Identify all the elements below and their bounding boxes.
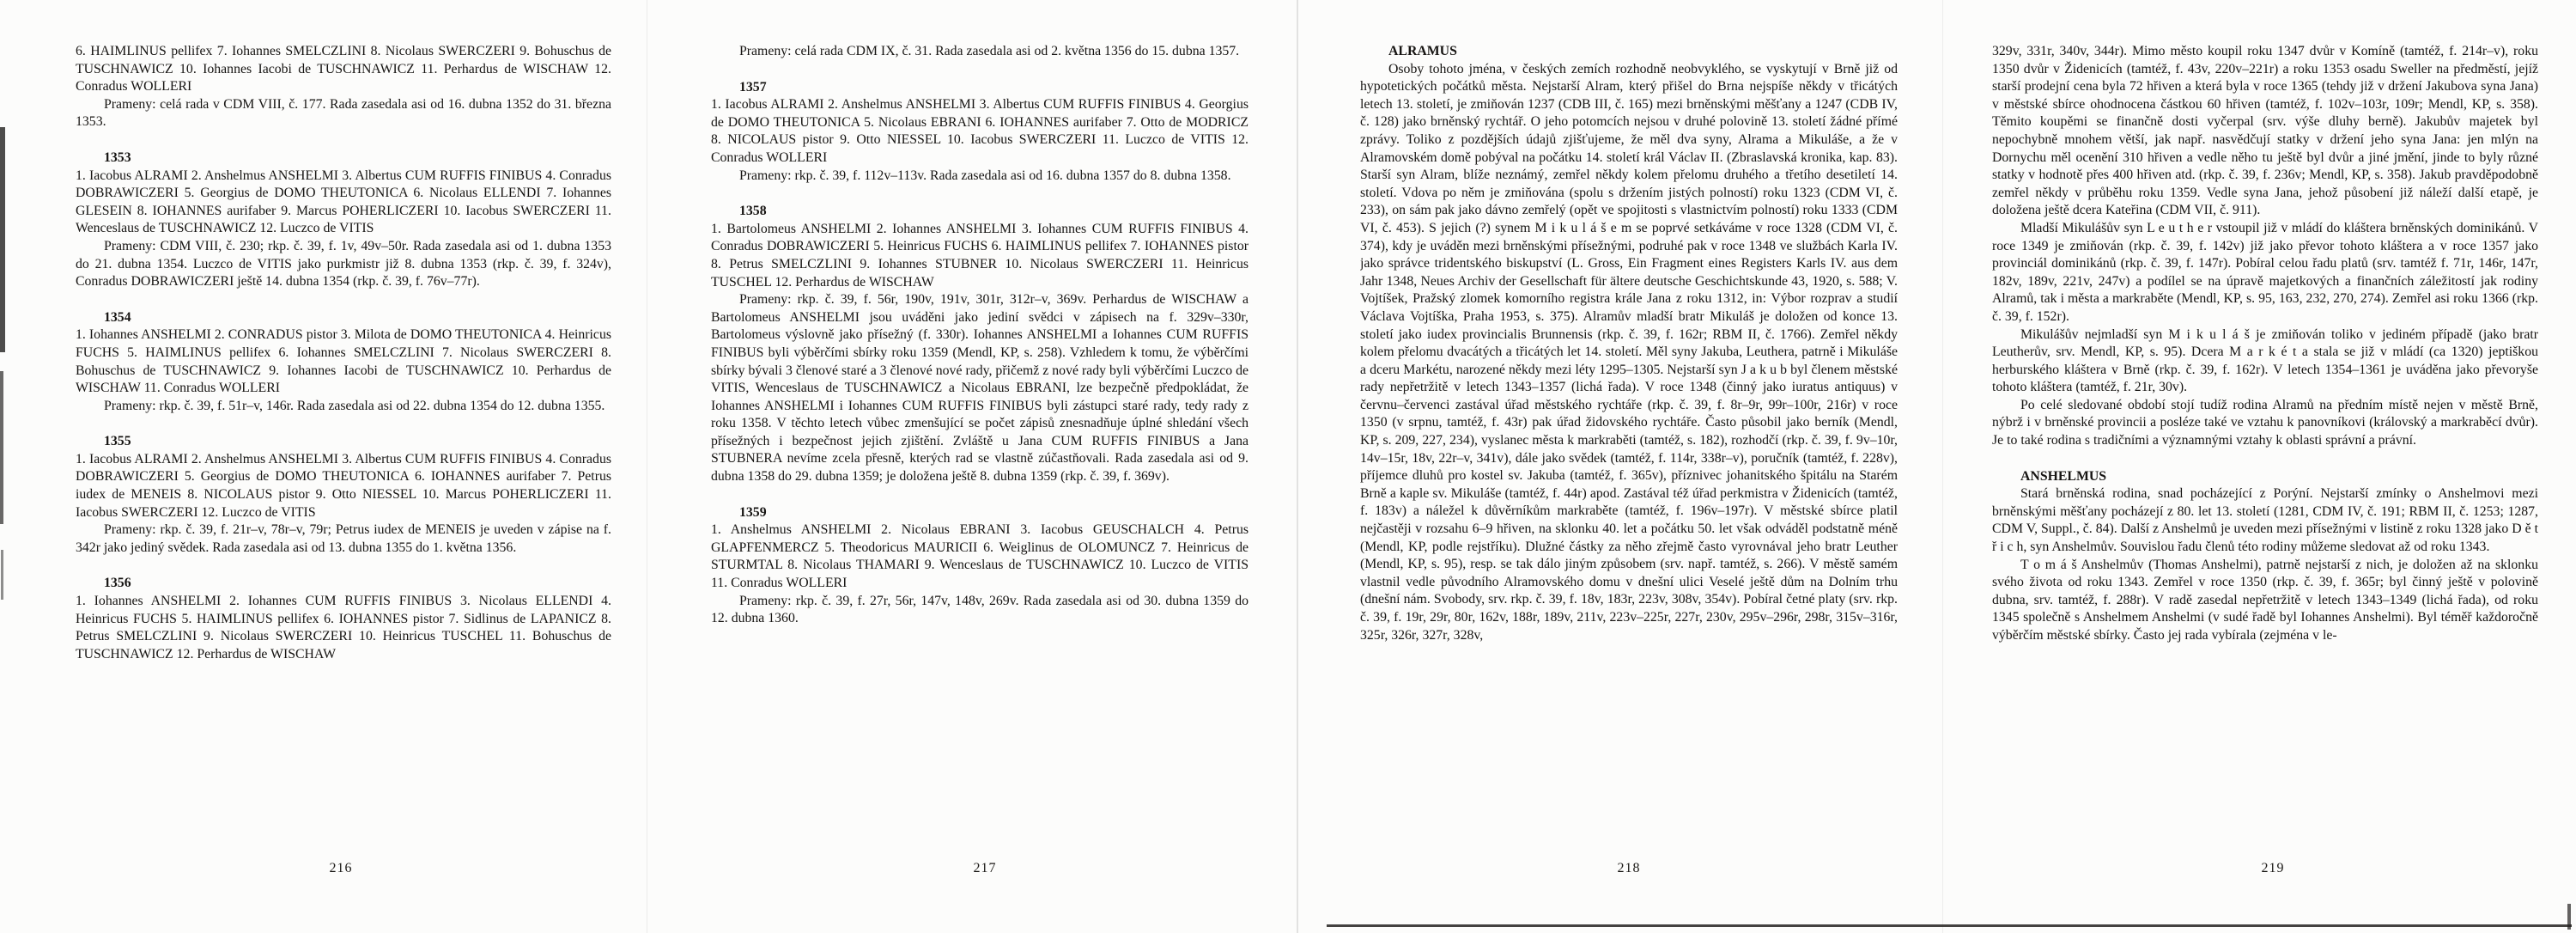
year-heading: 1354 [104,309,131,325]
year-heading: 1358 [739,204,767,219]
year-heading: 1357 [739,79,767,95]
council-members-list: 1. Iohannes ANSHELMI 2. Iohannes CUM RUFFIS FINIBUS 3. Nicolaus ELLENDI 4. Heinricus FUCHS 5. HAIMLINUS pellifex 6. IOHANNES pistor 7. Sidlinus de LAPANICZ 8. Petrus SMELCZLINI 9. Nicolaus SWERCZERI 10. Heinricus TUSCHEL 11. Bohuschus de TUSCHNAWICZ 12. Perhardus de WISCHAW [76,594,611,662]
year-heading: 1353 [104,149,131,165]
family-name-heading: ANSHELMUS [2020,468,2107,484]
council-members-list: 1. Bartolomeus ANSHELMI 2. Iohannes ANSHELMI 3. Iohannes CUM RUFFIS FINIBUS 4. Conradus DOBRAWICZERI 5. Heinricus FUCHS 6. HAIMLINUS pellifex 7. IOHANNES pistor 8. Petrus SMELCZLINI 9. Iohannes STUBNER 10. Nicolaus SWERCZERI 11. Heinricus TUSCHEL 12. Perhardus de WISCHAW [711,221,1249,290]
sources-paragraph: Prameny: celá rada v CDM VIII, č. 177. Rada zasedala asi od 16. dubna 1352 do 31. března 1353. [76,96,611,130]
page-219 [1932,0,2576,933]
page-number: 219 [2261,861,2285,875]
page-text-block [1992,43,2538,869]
year-heading: 1356 [104,576,131,591]
page-number: 218 [1617,861,1641,875]
page-text-block [76,43,611,869]
sources-paragraph: Prameny: rkp. č. 39, f. 51r–v, 146r. Rada zasedala asi od 22. dubna 1354 do 12. dubna 1355. [104,398,605,413]
scan-corner-mark [2567,904,2571,930]
scan-left-edge-mark [0,127,5,352]
sources-paragraph: Prameny: rkp. č. 39, f. 56r, 190v, 191v, 301r, 312r–v, 369v. Perhardus de WISCHAW a Bartolomeus ANSHELMI jsou uváděni jako jediní svědci v zápisech na f. 329v–330r, Bartolomeus výslovně jako přísežný (f. 330r). Iohannes ANSHELMI a Iohannes CUM RUFFIS FINIBUS byli výběrčími sbírky roku 1359 (Mendl, KP, s. 258). Vzhledem k tomu, že výběrčími sbírky bývali 3 členové staré a 3 členové nové rady, přičemž z nové rady byli výběrčími Luczco de VITIS, Wenceslaus de TUSCHNAWICZ a Nicolaus EBRANI, lze bezpečně předpokládat, že Iohannes ANSHELMI i Iohannes CUM RUFFIS FINIBUS byli zástupci staré rady, tedy rady z roku 1358. V těchto letech vůbec zmenšující se počet zápisů znesnadňuje úplné shledání všech přísežných i bezpečnost jejich zjištění. Zvláště u Jana CUM RUFFIS FINIBUS a Jana STUBNERA nevíme zcela přesně, kterých rad se vlastně zúčastňovali. Rada zasedala asi od 9. dubna 1358 do 29. dubna 1359; je doložena ještě 8. dubna 1359 (rkp. č. 39, f. 369v). [711,292,1249,485]
scan-bottom-edge-line [1327,924,2572,927]
scan-left-edge-mark [1,550,3,600]
scan-left-edge-mark [0,371,3,524]
year-heading: 1355 [104,434,131,449]
sources-paragraph: Prameny: CDM VIII, č. 230; rkp. č. 39, f. 1v, 49v–50r. Rada zasedala asi od 1. dubna 1353 do 21. dubna 1354. Luczco de VITIS jako purkmistr již 8. dubna 1353 (rkp. č. 39, f. 324v), Conradus DOBRAWICZERI ještě 14. dubna 1354 (rkp. č. 39, f. 76v–77r). [76,238,611,290]
page-number: 217 [973,861,997,875]
sources-paragraph: Prameny: rkp. č. 39, f. 112v–113v. Rada zasedala asi od 16. dubna 1357 do 8. dubna 1358. [739,168,1231,183]
page-gutter-line [1942,0,1943,933]
body-paragraph: Po celé sledované období stojí tudíž rodina Alramů na předním místě nejen v městě Brně, nýbrž i v brněnské provincii a posléze také ve vztahu k panovníkovi (královský a markraběcí dvůr). Je to také rodina s tradičními a významnými vztahy k oblasti správní a právní. [1992,397,2538,448]
council-members-list: 1. Iacobus ALRAMI 2. Anshelmus ANSHELMI 3. Albertus CUM RUFFIS FINIBUS 4. Georgius de DOMO THEUTONICA 5. Nicolaus EBRANI 6. IOHANNES aurifaber 7. Otto de MODRICZ 8. NICOLAUS pistor 9. Otto NIESSEL 10. Iacobus SWERCZERI 11. Luczco de VITIS 12. Conradus WOLLERI [711,97,1249,165]
page-number: 216 [329,861,353,875]
council-members-list: 1. Iohannes ANSHELMI 2. CONRADUS pistor 3. Milota de DOMO THEUTONICA 4. Heinricus FUCHS 5. HAIMLINUS pellifex 6. Iohannes SMELCZLINI 7. Nicolaus SWERCZERI 8. Bohuschus de TUSCHNAWICZ 9. Iohannes Iacobi de TUSCHNAWICZ 10. Perhardus de WISCHAW 11. Conradus WOLLERI [76,327,611,396]
page-text-block [1360,43,1898,869]
body-paragraph: Mladší Mikulášův syn L e u t h e r vstoupil již v mládí do kláštera brněnských dominikánů. V roce 1349 je zmiňován (rkp. č. 39, f. 142v) již jako převor tohoto kláštera a v roce 1357 jako provinciál dominikánů (rkp. č. 39, f. 147r). Pobíral celou řadu platů (srv. tamtéž f. 71r, 146r, 147r, 182v, 189v, 221v, 247v) a podílel se na úpravě majetkových a finančních záležitostí jak rodiny Alramů, tak i města a markraběte (Mendl, KP, s. 95, 163, 232, 270, 274). Zemřel asi roku 1366 (rkp. č. 39, f. 152r). [1992,220,2538,324]
council-members-list: 1. Iacobus ALRAMI 2. Anshelmus ANSHELMI 3. Albertus CUM RUFFIS FINIBUS 4. Conradus DOBRAWICZERI 5. Georgius de DOMO THEUTONICA 6. IOHANNES aurifaber 7. Petrus iudex de MENEIS 8. NICOLAUS pistor 9. Otto NIESSEL 10. Marcus POHERLICZERI 11. Iacobus SWERCZERI 12. Luczco de VITIS [76,451,611,520]
year-heading: 1359 [739,504,767,520]
page-217 [644,0,1288,933]
page-text-block [711,43,1249,869]
body-paragraph: Osoby tohoto jména, v českých zemích rozhodně neobvyklého, se vyskytují v Brně již od hypotetických počátků města. Nejstarší Alram, který přišel do Brna nejspíše někdy v třicátých letech 13. století, je zmiňován 1237 (CDB III, č. 165) mezi brněnskými měšťany a 1247 (CDB IV, č. 128) jako brněnský rychtář. O jeho potomcích nejsou v druhé polovině 13. století žádné přímé zprávy. Toliko z pozdějších údajů zjišťujeme, že měl dva syny, Alrama a Mikuláše, a že v Alramovském domě pobýval na počátku 14. století král Václav II. (Zbraslavská kronika, kap. 83). Starší syn Alram, blíže neznámý, zemřel někdy kolem přelomu druhého a třetího desetiletí 14. století. Vdova po něm je zmiňována (spolu s držením jistých polností) roku 1323 (CDM VI, č. 233), on sám pak jako dávno zemřelý (opět ve spojitosti s vlastnictvím polností) roku 1333 (CDM VI, č. 453). S jejich (?) synem M i k u l á š e m se poprvé setkáváme v roce 1328 (CDM VI, č. 374), kdy je uváděn mezi brněnskými přísežnými, podruhé pak v roce 1348 ve službách Karla IV. jako správce tridentského biskupství (L. Gross, Ein Fragment eines Registers Karls IV. aus dem Jahr 1348, Neues Archiv der Gesellschaft für ältere deutsche Geschichtskunde 43, 1920, s. 588; V. Vojtíšek, Pražský zlomek komorního registra krále Jana z roku 1312, in: Výbor rozprav a studií Václava Vojtíška, Praha 1953, s. 375). Alramův mladší bratr Mikuláš je doložen od konce 13. století jako iudex provincialis Brunnensis (rkp. č. 39, f. 162r; RBM II, č. 1766). Zemřel někdy kolem přelomu dvacátých a třicátých let 14. století. Měl syny Jakuba, Leuthera, patrně i Mikuláše a dceru Markétu, narozené někdy mezi léty 1295–1305. Nejstarší syn J a k u b byl členem městské rady nepřetržitě v letech 1343–1357 (lichá řada). V roce 1348 (činný jako iuratus antiquus) v červnu–červenci zastával úřad městského rychtáře (rkp. č. 39, f. 8r–9r, 99r–100r, 216r) v roce 1350 (v srpnu, tamtéž, f. 43r) pak úřad židovského rychtáře. Často působil jako berník (Mendl, KP, s. 209, 227, 234), vyslanec města k markraběti (tamtéž, s. 182), rozhodčí (rkp. č. 39, f. 9v–10r, 14v–15r, 18v, 22r–v, 341v), dále jako svědek (tamtéž, f. 114r, 338r–v), poručník (tamtéž, f. 228v), příjemce dluhů pro kostel sv. Jakuba (tamtéž, f. 365v), příznivec johanitského špitálu na Starém Brně a kaple sv. Mikuláše (tamtéž, f. 44r) apod. Zastával též úřad perkmistra v Židenicích (tamtéž, f. 183v) a náležel k důvěrníkům markraběte (tamtéž, f. 196v–197r). V městské sbírce platil nejčastěji v rozsahu 6–9 hřiven, na sklonku 40. let a počátku 50. let však odváděl podstatně méně (Mendl, KP, podle rejstříku). Dlužné částky za něho zřejmě často vyrovnával jeho bratr Leuther (Mendl, KP, s. 95), resp. se tak dálo jiným způsobem (srv. např. tamtéž, s. 266). V městě samém vlastnil vedle původního Alramovského domu v dnešní ulici Veselé ještě dům na Dolním trhu (dnešní nám. Svobody, srv. rkp. č. 39, f. 18v, 183r, 223v, 308v, 354v). Pobíral četné platy (srv. rkp. č. 39, f. 19r, 29r, 80r, 162v, 188r, 189v, 211v, 223v–225r, 227r, 230v, 295v–296r, 298r, 315v–316r, 325r, 326r, 327r, 328v, [1360,61,1898,643]
spread-divider-line [1297,0,1298,933]
page-218 [1288,0,1932,933]
sources-paragraph: Prameny: rkp. č. 39, f. 21r–v, 78r–v, 79r; Petrus iudex de MENEIS je uveden v zápise na f. 342r jako jediný svědek. Rada zasedala asi od 13. dubna 1355 do 1. května 1356. [76,522,611,555]
family-name-heading: ALRAMUS [1388,44,1457,58]
continuation-paragraph: 329v, 331r, 340v, 344r). Mimo město koupil roku 1347 dvůr v Komíně (tamtéž, f. 214r–v), roku 1350 dvůr v Židenicích (tamtéž, f. 43v, 220v–221r) a roku 1353 osadu Sweller na předměstí, jejíž starší prodejní cena byla 72 hřiven a která byla v roce 1365 (tehdy již v držení Jakubova syna Jana) v městské sbírce ohodnocena částkou 60 hřiven (tamtéž, f. 102v–103r, 109r; Mendl, KP, s. 358). Těmito koupěmi se finančně dosti vyčerpal (srv. výše dluhy berně). Jakubův majetek byl nepochybně mnohem větší, jak např. nasvědčují statky v držení jeho syna Jana: jen mlýn na Dornychu měl ocenění 310 hřiven a vedle něho tu ještě byl dvůr a jiné jmění, jinde to byly různé statky v hodnotě přes 400 hřiven atd. (rkp. č. 39, f. 236v; Mendl, KP, s. 358). Jakub pravděpodobně zemřel někdy v průběhu roku 1359. Vedle syna Jana, jehož působení již náleží další etapě, je doložena ještě dcera Kateřina (CDM VII, č. 911). [1992,44,2538,218]
body-paragraph: T o m á š Anshelmův (Thomas Anshelmi), patrně nejstarší z nich, je doložen až na sklonku svého života od roku 1343. Zemřel v roce 1350 (rkp. č. 39, f. 365r; byl činný ještě v polovině dubna, srv. tamtéž, f. 288r). V radě zasedal nepřetržitě v letech 1343–1349 (lichá řada), od roku 1345 společně s Anshelmem Anshelmi (v sudé řadě byl Iohannes Anshelmi). Byl téměř každoročně výběrčím městské sbírky. Často jej rada vybírala (zejména v le- [1992,557,2538,643]
continuation-paragraph: 6. HAIMLINUS pellifex 7. Iohannes SMELCZLINI 8. Nicolaus SWERCZERI 9. Bohuschus de TUSCHNAWICZ 10. Iohannes Iacobi de TUSCHNAWICZ 11. Perhardus de WISCHAW 12. Conradus WOLLERI [76,44,611,95]
page-216 [0,0,644,933]
sources-paragraph: Prameny: celá rada CDM IX, č. 31. Rada zasedala asi od 2. května 1356 do 15. dubna 1357. [739,44,1240,58]
council-members-list: 1. Iacobus ALRAMI 2. Anshelmus ANSHELMI 3. Albertus CUM RUFFIS FINIBUS 4. Conradus DOBRAWICZERI 5. Georgius de DOMO THEUTONICA 6. Nicolaus ELLENDI 7. Iohannes GLESEIN 8. IOHANNES aurifaber 9. Marcus POHERLICZERI 10. Iacobus SWERCZERI 11. Wenceslaus de TUSCHNAWICZ 12. Luczco de VITIS [76,168,611,236]
body-paragraph: Mikulášův nejmladší syn M i k u l á š je zmiňován toliko v jediném případě (jako bratr Leutherův, srv. Mendl, KP, s. 95). Dcera M a r k é t a stala se již v mládí (ca 1320) jeptiškou herburského kláštera v Brně (rkp. č. 39, f. 162r). V letech 1354–1361 je uváděna jako převoryše tohoto kláštera (tamtéž, f. 21r, 30v). [1992,326,2538,395]
body-paragraph: Stará brněnská rodina, snad pocházející z Porýní. Nejstarší zmínky o Anshelmovi mezi brněnskými měšťany pocházejí z 80. let 13. století (1281, CDM IV, č. 191; RBM II, č. 1253; 1287, CDM V, Suppl., č. 84). Další z Anshelmů je uveden mezi přísežnými v listině z roku 1328 jako D ě t ř i c h, syn Anshelmův. Souvislou řadu členů této rodiny můžeme sledovat až od roku 1343. [1992,486,2538,555]
council-members-list: 1. Anshelmus ANSHELMI 2. Nicolaus EBRANI 3. Iacobus GEUSCHALCH 4. Petrus GLAPFENMERCZ 5. Theodoricus MAURICII 6. Weiglinus de OLOMUNCZ 7. Heinricus de STURMTAL 8. Nicolaus THAMARI 9. Wenceslaus de TUSCHNAWICZ 10. Luczco de VITIS 11. Conradus WOLLERI [711,522,1249,591]
sources-paragraph: Prameny: rkp. č. 39, f. 27r, 56r, 147v, 148v, 269v. Rada zasedala asi od 30. dubna 1359 do 12. dubna 1360. [711,593,1249,626]
